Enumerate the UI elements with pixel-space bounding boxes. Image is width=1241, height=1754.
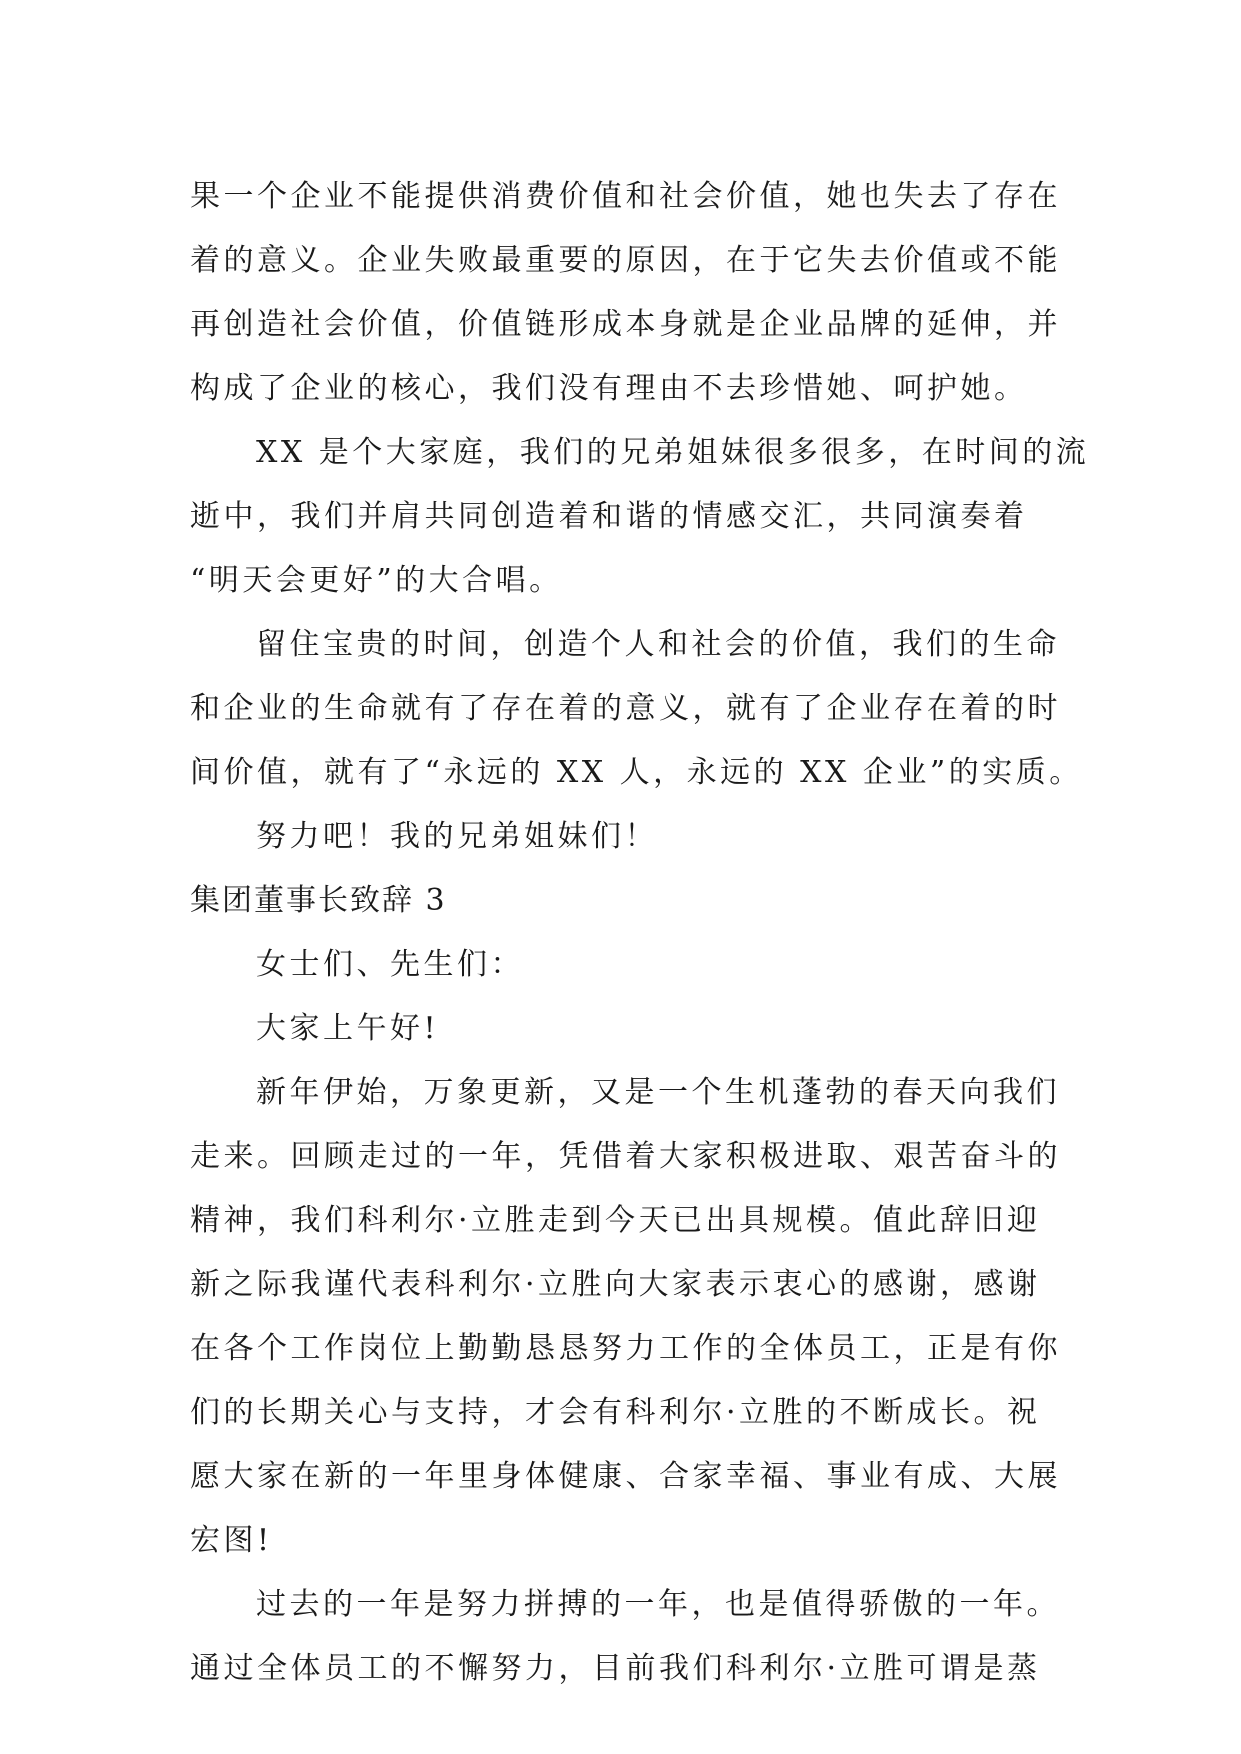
paragraph-line: 和企业的生命就有了存在着的意义，就有了企业存在着的时 [190,691,1061,726]
paragraph-line: 逝中，我们并肩共同创造着和谐的情感交汇，共同演奏着 [190,499,1028,534]
paragraph-line: 新年伊始，万象更新，又是一个生机蓬勃的春天向我们 [256,1075,1060,1110]
section-heading: 集团董事长致辞 3 [190,883,447,918]
paragraph-line: 果一个企业不能提供消费价值和社会价值，她也失去了存在 [190,179,1061,214]
greeting-line: 大家上午好! [256,1011,440,1046]
paragraph-line: 着的意义。企业失败最重要的原因，在于它失去价值或不能 [190,243,1061,278]
paragraph-line: 再创造社会价值，价值链形成本身就是企业品牌的延伸，并 [190,307,1061,342]
paragraph-line: “明天会更好”的大合唱。 [190,563,563,598]
paragraph-line: 留住宝贵的时间，创造个人和社会的价值，我们的生命 [256,627,1060,662]
paragraph-line: 在各个工作岗位上勤勤恳恳努力工作的全体员工，正是有你 [190,1331,1061,1366]
paragraph-line: 走来。回顾走过的一年，凭借着大家积极进取、艰苦奋斗的 [190,1139,1061,1174]
paragraph-line: 愿大家在新的一年里身体健康、合家幸福、事业有成、大展 [190,1459,1061,1494]
paragraph-line: 通过全体员工的不懈努力，目前我们科利尔·立胜可谓是蒸 [190,1651,1041,1686]
paragraph-line: 努力吧！我的兄弟姐妹们！ [256,819,658,854]
paragraph-line: 构成了企业的核心，我们没有理由不去珍惜她、呵护她。 [190,371,1028,406]
paragraph-line: 们的长期关心与支持，才会有科利尔·立胜的不断成长。祝 [190,1395,1041,1430]
paragraph-line: 宏图! [190,1523,273,1558]
paragraph-line: XX 是个大家庭，我们的兄弟姐妹很多很多，在时间的流 [256,435,1090,470]
salutation-line: 女士们、先生们： [256,947,524,982]
paragraph-line: 精神，我们科利尔·立胜走到今天已出具规模。值此辞旧迎 [190,1203,1041,1238]
paragraph-line: 间价值，就有了“永远的 XX 人，永远的 XX 企业”的实质。 [190,755,1083,790]
paragraph-line: 过去的一年是努力拼搏的一年，也是值得骄傲的一年。 [256,1587,1060,1622]
paragraph-line: 新之际我谨代表科利尔·立胜向大家表示衷心的感谢，感谢 [190,1267,1041,1302]
document-body [190,165,1090,1701]
